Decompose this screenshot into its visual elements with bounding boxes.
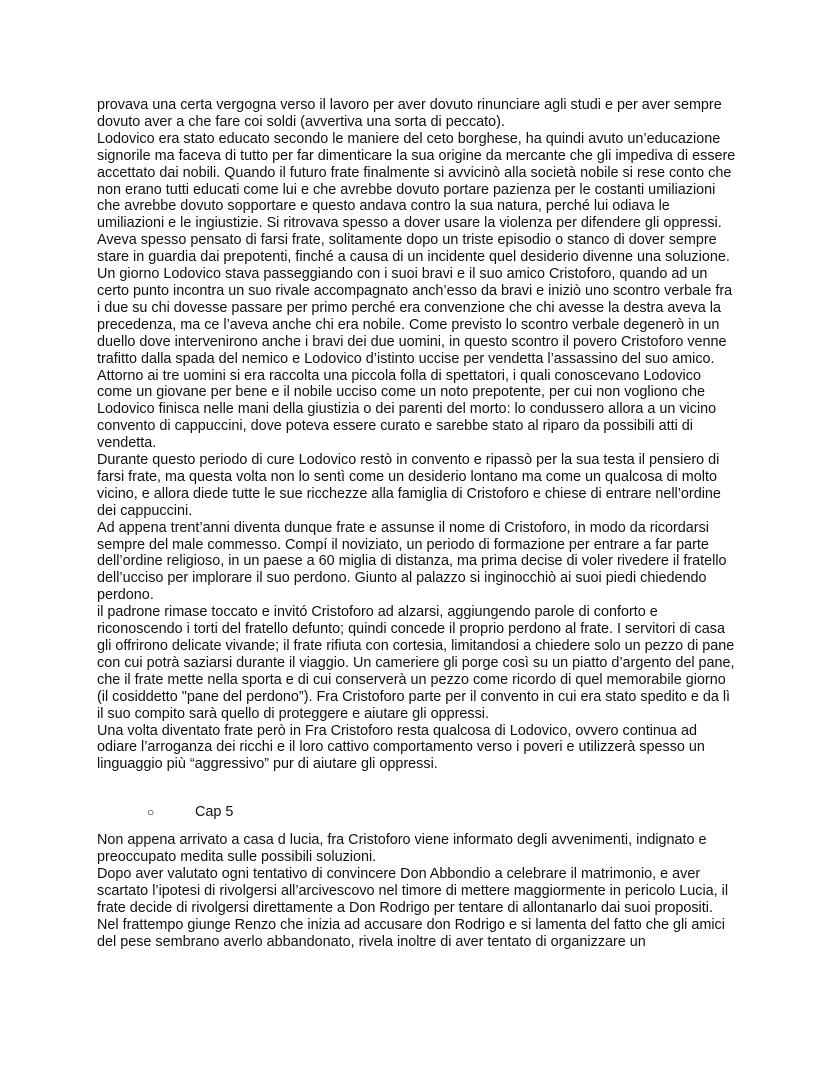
paragraph: Non appena arrivato a casa d lucia, fra Cristoforo viene informato degli avvenimenti, indignato e preoccupato medita sulle possibili soluzioni. — [97, 832, 707, 866]
hollow-bullet-icon: ○ — [147, 805, 155, 820]
chapter-heading — [97, 804, 737, 821]
paragraph: Una volta diventato frate però in Fra Cristoforo resta qualcosa di Lodovico, ovvero continua ad odiare l’arroganza dei ricchi e il loro cattivo comportamento verso i poveri e utilizzerà spesso un linguaggio più “aggressivo” pur di aiutare gli oppressi. — [97, 722, 705, 773]
paragraph: Dopo aver valutato ogni tentativo di convincere Don Abbondio a celebrare il matrimonio, e aver scartato l’ipotesi di rivolgersi all’arcivescovo nel timore di mettere maggiormente in pericolo Lucia, il frate decide di rivolgersi direttamente a Don Rodrigo per tentare di allontanarlo dai suoi propositi. — [97, 866, 729, 916]
paragraph: provava una certa vergogna verso il lavoro per aver dovuto rinunciare agli studi e per aver sempre dovuto aver a che fare coi soldi (avvertiva una sorta di peccato). — [97, 97, 722, 130]
chapter-label: Cap 5 — [195, 804, 234, 821]
paragraph: Un giorno Lodovico stava passeggiando con i suoi bravi e il suo amico Cristoforo, quando ad un certo punto incontra un suo rivale accompagnato anch’esso da bravi e iniziò uno scontro verbale fra i due su chi dovesse passare per primo perché era convenzione che chi avesse la destra aveva la precedenza, ma ce l’aveva anche chi era nobile. Come previsto lo scontro verbale degenerò in un duello dove intervenirono anche i bravi dei due uomini, in questo scontro il povero Cristoforo venne trafitto dalla spada del nemico e Lodovico d’istinto uccise per vendetta l’assassino del suo amico. Attorno ai tre uomini si era raccolta una piccola folla di spettatori, i quali conoscevano Lodovico come un giovane per bene e il nobile ucciso come un noto prepotente, per cui non vogliono che Lodovico finisca nelle mani della giustizia o dei parenti del morto: lo condussero allora a un vicino convento di cappuccini, dove poteva essere curato e sarebbe stato al riparo da possibili atti di vendetta. — [97, 266, 733, 452]
paragraph: Durante questo periodo di cure Lodovico restò in convento e ripassò per la sua testa il pensiero di farsi frate, ma questa volta non lo sentì come un desiderio lontano ma come un qualcosa di molto vicino, e allora diede tutte le sue ricchezze alla famiglia di Cristoforo e chiese di entrare nell’ordine dei cappuccini. — [97, 452, 721, 519]
paragraph: Lodovico era stato educato secondo le maniere del ceto borghese, ha quindi avuto un’educazione signorile ma faceva di tutto per far dimenticare la sua origine da mercante che gli impediva di essere accettato dai nobili. Quando il futuro frate finalmente si avvicinò alla società nobile si rese conto che non erano tutti educati come lui e che avrebbe dovuto portare pazienza per le costanti umiliazioni che avrebbe dovuto sopportare e questo andava contro la sua natura, perché lui odiava le umiliazioni e le ingiustizie. Si ritrovava spesso a dover usare la violenza per difendere gli oppressi. — [97, 130, 736, 232]
paragraph: il padrone rimase toccato e invitó Cristoforo ad alzarsi, aggiungendo parole di conforto e riconoscendo i torti del fratello defunto; quindi concede il proprio perdono al frate. I servitori di casa gli offrirono delicate vivande; il frate rifiuta con cortesia, limitandosi a chiedere solo un pezzo di pane con cui potrà saziarsi durante il viaggio. Un cameriere gli porge così su un piatto d’argento del pane, che il frate mette nella sporta e di cui conserverà un pezzo come ricordo di quel memorabile giorno (il cosiddetto "pane del perdono”). Fra Cristoforo parte per il convento in cui era stato spedito e da lì il suo compito sarà quello di proteggere e aiutare gli oppressi. — [97, 604, 735, 722]
document-page — [97, 97, 737, 951]
paragraph: Aveva spesso pensato di farsi frate, solitamente dopo un triste episodio o stanco di dover sempre stare in guardia dai prepotenti, finché a causa di un incidente quel desiderio divenne una soluzione. — [97, 232, 730, 266]
paragraph: Nel frattempo giunge Renzo che inizia ad accusare don Rodrigo e si lamenta del fatto che gli amici del pese sembrano averlo abbandonato, rivela inoltre di aver tentato di organizzare un — [97, 916, 725, 950]
paragraph: Ad appena trent’anni diventa dunque frate e assunse il nome di Cristoforo, in modo da ricordarsi sempre del male commesso. Compí il noviziato, un periodo di formazione per entrare a far parte dell’ordine religioso, in un paese a 60 miglia di distanza, ma prima decise di voler rivedere il fratello dell’ucciso per implorare il suo perdono. Giunto al palazzo si inginocchiò ai suoi piedi chiedendo perdono. — [97, 519, 727, 604]
